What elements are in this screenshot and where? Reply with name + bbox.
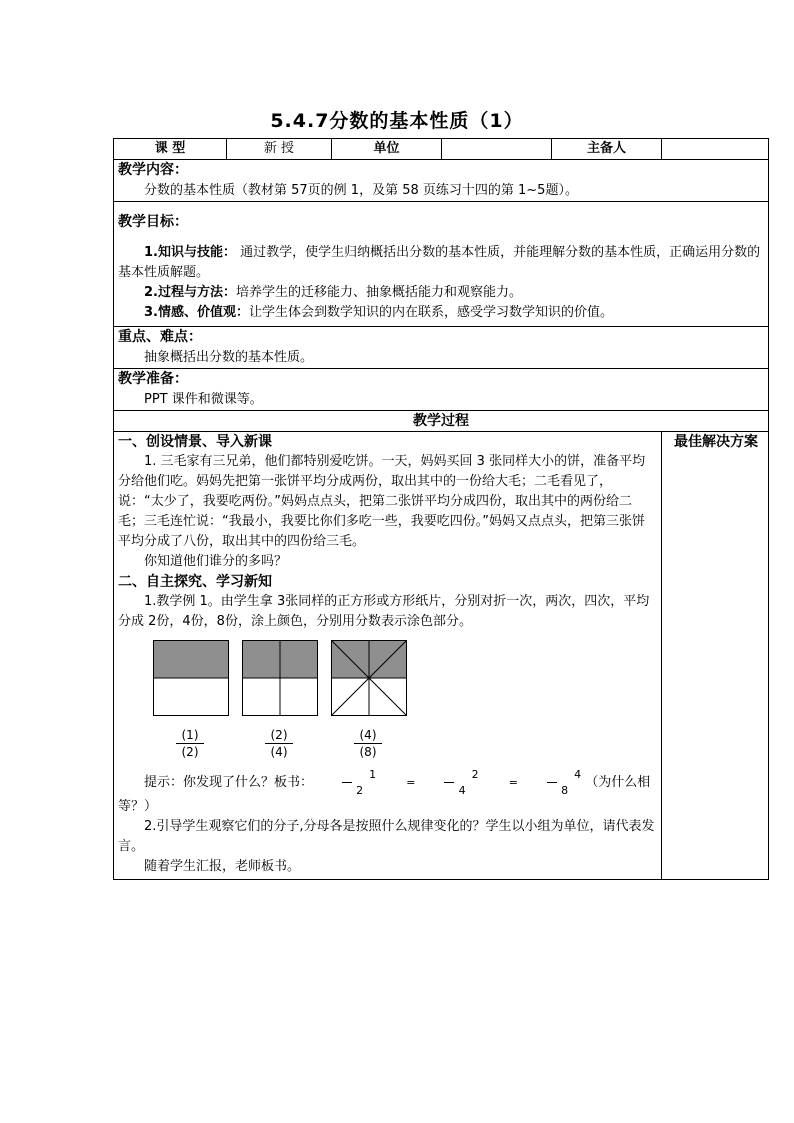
unit-label: 单位: [332, 139, 442, 160]
goal-1-text: 通过教学，使学生归纳概括出分数的基本性质，并能理解分数的基本性质，正确运用分数的基本性质解题。: [118, 245, 761, 280]
goal-3: [118, 303, 764, 323]
step-2-text: 2.引导学生观察它们的分子,分母各是按照什么规律变化的？学生以小组为单位，请代表发言。: [118, 819, 655, 854]
goal-1-label: 1.知识与技能：: [144, 245, 236, 260]
fraction-label-1: [170, 728, 210, 759]
example-1-text: 1.教学例 1。由学生拿 3张同样的正方形或方形纸片，分别对折一次，两次，四次，平均分成 2份，4份，8份，涂上颜色，分别用分数表示涂色部分。: [118, 594, 650, 629]
fraction-3-num: (4): [359, 728, 377, 742]
fraction-2-den: (4): [270, 745, 288, 759]
square-halves: [153, 640, 229, 716]
preparer-label: 主备人: [552, 139, 662, 160]
paper-figures: [118, 632, 657, 782]
square-quarters-drawing: [243, 641, 317, 715]
fraction-2-num: (2): [270, 728, 288, 742]
lesson-plan-table: [113, 138, 769, 880]
process-row: [114, 432, 769, 880]
section-2-title: 二、自主探究、学习新知: [118, 574, 272, 590]
square-eighths-drawing: [332, 641, 406, 715]
square-halves-drawing: [154, 641, 228, 715]
equals-1: =: [406, 775, 416, 789]
fraction-1-den: (2): [181, 745, 199, 759]
goals-heading: 教学目标：: [118, 214, 188, 230]
content-heading: 教学内容：: [118, 162, 188, 178]
square-eighths: [331, 640, 407, 716]
header-row: [114, 139, 769, 160]
equals-2: =: [508, 775, 519, 789]
content-row: [114, 160, 769, 202]
document-title: 5.4.7分数的基本性质（1）: [270, 110, 524, 132]
prep-heading: 教学准备：: [118, 371, 188, 387]
lesson-type-value: 新 授: [227, 139, 332, 160]
lesson-type-label: 课 型: [114, 139, 227, 160]
goal-3-text: 让学生体会到数学知识的内在联系，感受学习数学知识的价值。: [248, 305, 613, 320]
goal-2-text: 培养学生的迁移能力、抽象概括能力和观察能力。: [235, 285, 522, 300]
preparer-value: [662, 139, 769, 160]
shaded-half: [154, 641, 228, 678]
process-heading: 教学过程: [114, 411, 769, 432]
side-heading: 最佳解决方案: [674, 434, 758, 450]
board-frac-3: $\frac{4}{8}$: [522, 768, 581, 797]
goal-2: [118, 283, 764, 303]
hint-suffix: （为什么相等？）: [118, 775, 651, 814]
section-1-title: 一、创设情景、导入新课: [118, 434, 272, 450]
hint-prefix: 提示：你发现了什么？板书：: [144, 775, 314, 790]
fraction-3-den: (8): [359, 745, 377, 759]
process-heading-row: [114, 411, 769, 432]
goals-row: [114, 202, 769, 327]
square-quarters: [242, 640, 318, 716]
step-3-text: 随着学生汇报，老师板书。: [144, 859, 301, 874]
key-heading: 重点、难点：: [118, 329, 202, 345]
goal-1: [118, 243, 764, 283]
goal-2-label: 2.过程与方法：: [144, 285, 236, 300]
fraction-label-3: [348, 728, 388, 759]
content-text: 分数的基本性质（教材第 57页的例 1，及第 58 页练习十四的第 1~5题）。: [144, 183, 578, 198]
board-frac-2: $\frac{2}{4}$: [420, 768, 479, 797]
key-text: 抽象概括出分数的基本性质。: [144, 350, 314, 365]
key-row: [114, 327, 769, 369]
prep-row: [114, 369, 769, 411]
side-column: [662, 432, 769, 880]
goal-3-label: 3.情感、价值观：: [144, 305, 249, 320]
unit-value: [442, 139, 552, 160]
section-1-question: 你知道他们谁分的多吗？: [144, 554, 288, 569]
fraction-label-2: [259, 728, 299, 759]
prep-text: PPT 课件和微课等。: [144, 392, 263, 407]
board-frac-1: $\frac{1}{2}$: [317, 768, 376, 797]
section-1-story: 1. 三毛家有三兄弟，他们都特别爱吃饼。一天，妈妈买回 3 张同样大小的饼，准备平均分给他们吃。妈妈先把第一张饼平均分成两份，取出其中的一份给大毛；二毛看见了，说：“太少了，我要吃两份。”妈妈点点头，把第二张饼平均分成四份，取出其中的两份给二毛；三毛连忙说：“我最小，我要比你们多吃一些，我要吃四份。”妈妈又点点头，把第三张饼平均分成了八份，取出其中的四份给三毛。: [118, 454, 646, 549]
fraction-1-num: (1): [181, 728, 199, 742]
